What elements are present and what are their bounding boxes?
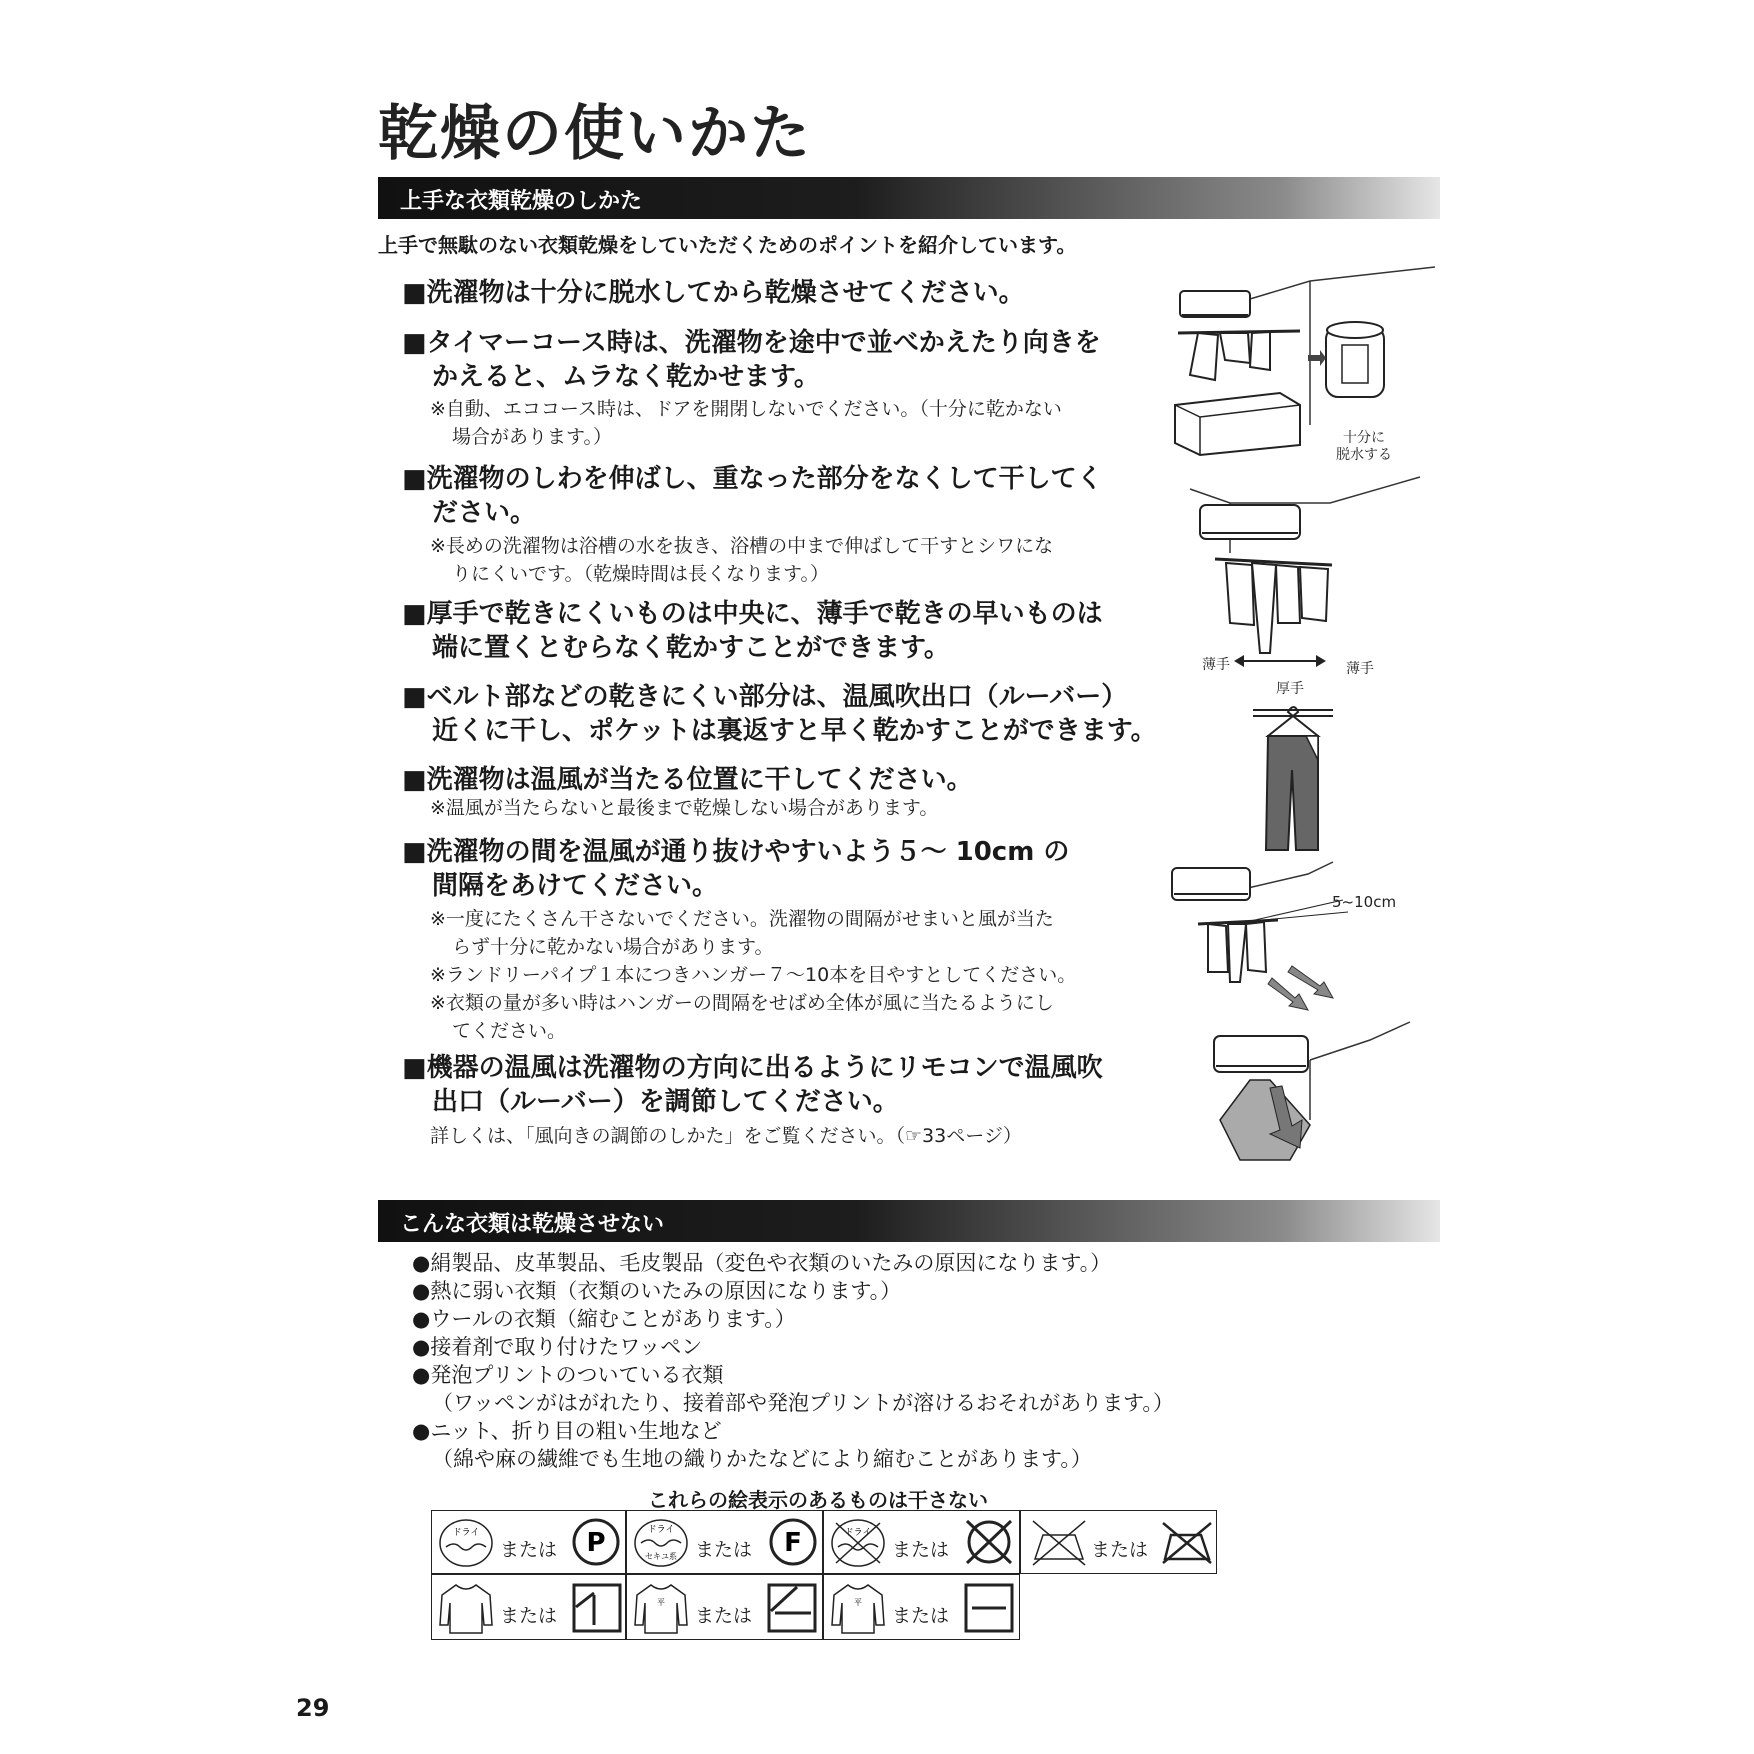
thin-right-caption: 薄手 (1346, 661, 1374, 677)
symbol-cell (823, 1510, 1020, 1574)
spacing-caption: 5~10cm (1332, 893, 1397, 911)
page-number: 29 (296, 1694, 330, 1722)
symbol-label: 平 (854, 1598, 862, 1607)
symbols-title: これらの絵表示のあるものは干さない (648, 1488, 988, 1512)
symbol-label: ドライ (844, 1528, 872, 1538)
point-6-note (430, 794, 938, 822)
point-3 (402, 462, 1103, 530)
list-item: ●ウールの衣類（縮むことがあります。） (412, 1307, 796, 1331)
or-text: または (1091, 1539, 1149, 1561)
point-5-line: 近くに干し、ポケットは裏返すと早く乾かすことができます。 (432, 716, 1157, 746)
list-item: ●絹製品、皮革製品、毛皮製品（変色や衣類のいたみの原因になります。） (412, 1251, 1112, 1275)
flat-dry-icon (964, 1583, 1014, 1633)
hang-dry-shade-shirt-icon (633, 1581, 689, 1635)
no-dry-clean-circle-icon (964, 1518, 1014, 1566)
reference-link-text: 詳しくは、「風向きの調節のしかた」をご覧ください。（☞33ページ） (430, 1125, 1022, 1147)
intro-text: 上手で無駄のない衣類乾燥をしていただくためのポイントを紹介しています。 (378, 233, 1077, 257)
list-item: ●ニット、折り目の粗い生地など (412, 1419, 722, 1443)
list-item-note: （綿や麻の繊維でも生地の織りかたなどにより縮むことがあります。） (432, 1447, 1092, 1471)
or-text: または (500, 1605, 558, 1627)
point-8-note (430, 1122, 1022, 1150)
list-item: ●接着剤で取り付けたワッペン (412, 1335, 703, 1359)
note-line: ※衣類の量が多い時はハンガーの間隔をせばめ全体が風に当たるようにし (430, 992, 1054, 1014)
note-line: ※自動、エココース時は、ドアを開閉しないでください。（十分に乾かない (430, 398, 1062, 420)
or-text: または (892, 1605, 950, 1627)
point-4-line: ■厚手で乾きにくいものは中央に、薄手で乾きの早いものは (402, 599, 1103, 629)
or-text: または (695, 1605, 753, 1627)
point-3-line: ださい。 (432, 498, 537, 528)
point-2-line: かえると、ムラなく乾かせます。 (432, 362, 820, 392)
point-5 (402, 680, 1157, 748)
symbol-letter: P (586, 1528, 606, 1558)
spacing-illustration (1168, 862, 1418, 1022)
page-title: 乾燥の使いかた (378, 99, 812, 169)
dry-clean-petroleum-tub-icon (633, 1517, 689, 1567)
point-7-line: 間隔をあけてください。 (432, 871, 719, 901)
point-5-line: ■ベルト部などの乾きにくい部分は、温風吹出口（ルーバー） (402, 682, 1128, 712)
note-line: りにくいです。（乾燥時間は長くなります。） (452, 563, 829, 585)
thick-caption: 厚手 (1276, 681, 1304, 697)
point-6-line: ■洗濯物は温風が当たる位置に干してください。 (402, 765, 973, 795)
thick-thin-illustration (1190, 483, 1420, 673)
symbol-label: ドライ (647, 1525, 675, 1535)
list-item: ●発泡プリントのついている衣類 (412, 1363, 724, 1387)
caption-line: 脱水する (1336, 447, 1392, 463)
dry-clean-tub-icon (438, 1517, 494, 1567)
note-line: ※長めの洗濯物は浴槽の水を抜き、浴槽の中まで伸ばして干すとシワにな (430, 535, 1054, 557)
note-line: てください。 (452, 1020, 567, 1042)
symbol-cell (626, 1574, 823, 1640)
do-not-dry-list (412, 1249, 1174, 1473)
point-7-notes (430, 905, 1076, 1045)
point-1 (402, 276, 1025, 310)
section-header-drying-tips (378, 177, 1440, 219)
point-1-line: ■洗濯物は十分に脱水してから乾燥させてください。 (402, 278, 1025, 308)
no-dry-clean-tub-icon (830, 1517, 886, 1567)
symbol-sublabel: セキユ系 (645, 1552, 677, 1561)
dehydrate-caption (1336, 430, 1392, 464)
section-title: 上手な衣類乾燥のしかた (400, 189, 643, 214)
louver-illustration (1210, 1030, 1410, 1170)
symbol-cell (431, 1510, 626, 1574)
thin-left-caption: 薄手 (1202, 657, 1230, 673)
no-iron-icon (1029, 1517, 1089, 1567)
note-line: ※温風が当たらないと最後まで乾燥しない場合があります。 (430, 797, 939, 819)
list-item-note: （ワッペンがはがれたり、接着部や発泡プリントが溶けるおそれがあります。） (432, 1391, 1174, 1415)
note-line: 場合があります。） (452, 426, 612, 448)
circle-f-icon (769, 1518, 817, 1566)
note-line: ※ランドリーパイプ１本につきハンガー７～10本を目やすとしてください。 (430, 964, 1077, 986)
or-text: または (892, 1539, 950, 1561)
point-8-line: ■機器の温風は洗濯物の方向に出るようにリモコンで温風吹 (402, 1053, 1103, 1083)
line-dry-shade-icon (767, 1583, 817, 1633)
point-3-note (430, 532, 1053, 588)
caption-line: 十分に (1343, 430, 1385, 446)
point-7 (402, 835, 1069, 903)
point-2-note (430, 395, 1062, 451)
or-text: または (695, 1539, 753, 1561)
list-item: ●熱に弱い衣類（衣類のいたみの原因になります。） (412, 1279, 902, 1303)
flat-dry-shirt-icon (830, 1581, 886, 1635)
symbol-label: ドライ (452, 1528, 480, 1538)
section-title: こんな衣類は乾燥させない (400, 1212, 665, 1237)
line-dry-vertical-icon (572, 1583, 622, 1633)
point-7-line: ■洗濯物の間を温風が通り抜けやすいよう５～ 10cm の (402, 837, 1070, 867)
point-8 (402, 1051, 1103, 1119)
note-line: らず十分に乾かない場合があります。 (452, 936, 774, 958)
point-2 (402, 326, 1101, 394)
symbol-cell (431, 1574, 626, 1640)
point-4-line: 端に置くとむらなく乾かすことができます。 (432, 633, 950, 663)
symbol-cell (823, 1574, 1020, 1640)
symbol-cell (626, 1510, 823, 1574)
point-4 (402, 597, 1103, 665)
point-2-line: ■タイマーコース時は、洗濯物を途中で並べかえたり向きを (402, 328, 1101, 358)
trousers-illustration (1248, 700, 1338, 860)
point-3-line: ■洗濯物のしわを伸ばし、重なった部分をなくして干してく (402, 464, 1103, 494)
no-iron-new-icon (1161, 1519, 1213, 1565)
point-8-line: 出口（ルーバー）を調節してください。 (432, 1087, 899, 1117)
or-text: または (500, 1539, 558, 1561)
circle-p-icon (572, 1518, 620, 1566)
note-line: ※一度にたくさん干さないでください。洗濯物の間隔がせまいと風が当た (430, 908, 1054, 930)
symbol-cell (1020, 1510, 1217, 1574)
symbol-label: 平 (657, 1598, 665, 1607)
section-header-do-not-dry (378, 1200, 1440, 1242)
point-6 (402, 763, 973, 797)
hang-dry-shirt-icon (438, 1581, 494, 1635)
symbol-letter: F (784, 1528, 802, 1558)
